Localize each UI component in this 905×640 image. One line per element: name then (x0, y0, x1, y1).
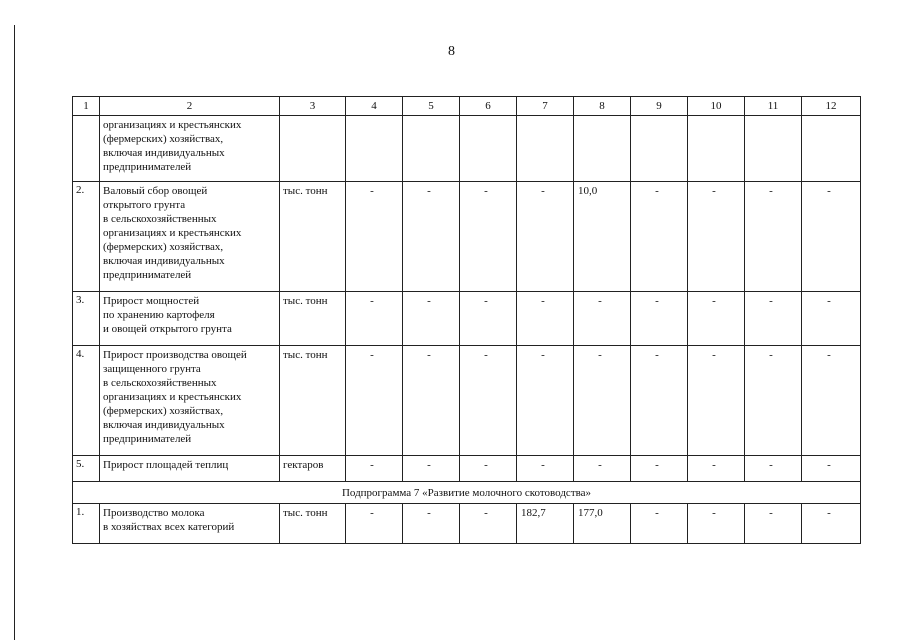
subprogram-row (73, 482, 861, 504)
header-cell: 8 (574, 97, 631, 116)
header-cell: 6 (460, 97, 517, 116)
header-cell: 7 (517, 97, 574, 116)
value-cell: - (403, 346, 460, 456)
value-cell: - (403, 456, 460, 482)
header-cell: 2 (100, 97, 280, 116)
indicator-name: Производство молока в хозяйствах всех категорий (100, 504, 280, 544)
value-cell: - (517, 456, 574, 482)
value-cell: - (802, 504, 861, 544)
value-cell: - (631, 346, 688, 456)
header-row (73, 97, 861, 116)
value-cell (403, 116, 460, 182)
table-row (73, 346, 861, 456)
value-cell: - (403, 182, 460, 292)
table-row (73, 116, 861, 182)
header-cell: 11 (745, 97, 802, 116)
value-cell (802, 116, 861, 182)
value-cell: - (460, 504, 517, 544)
value-cell (745, 116, 802, 182)
value-cell: - (517, 346, 574, 456)
value-cell: - (745, 456, 802, 482)
value-cell (574, 116, 631, 182)
unit-cell: гектаров (280, 456, 346, 482)
indicators-table (72, 96, 861, 544)
value-cell: - (346, 504, 403, 544)
header-cell: 3 (280, 97, 346, 116)
subprogram-title: Подпрограмма 7 «Развитие молочного скотоводства» (73, 482, 861, 504)
indicator-name: Прирост производства овощей защищенного грунта в сельскохозяйственных организациях и крестьянских (фермерских) хозяйствах, включая индивидуальных предпринимателей (100, 346, 280, 456)
value-cell: - (460, 346, 517, 456)
value-cell (631, 116, 688, 182)
value-cell: 10,0 (574, 182, 631, 292)
header-cell: 5 (403, 97, 460, 116)
header-cell: 4 (346, 97, 403, 116)
value-cell: - (745, 292, 802, 346)
subprogram-table-row (73, 504, 861, 544)
value-cell: - (460, 292, 517, 346)
value-cell: - (688, 182, 745, 292)
value-cell (346, 116, 403, 182)
value-cell: - (802, 456, 861, 482)
value-cell: - (460, 182, 517, 292)
value-cell: - (517, 292, 574, 346)
header-cell: 10 (688, 97, 745, 116)
table-row (73, 292, 861, 346)
value-cell: - (574, 292, 631, 346)
value-cell: - (802, 292, 861, 346)
unit-cell (280, 116, 346, 182)
row-number: 4. (73, 346, 100, 456)
value-cell: - (688, 346, 745, 456)
value-cell: - (631, 456, 688, 482)
value-cell: - (745, 182, 802, 292)
unit-cell: тыс. тонн (280, 346, 346, 456)
unit-cell: тыс. тонн (280, 292, 346, 346)
value-cell (688, 116, 745, 182)
table-row (73, 182, 861, 292)
row-number: 2. (73, 182, 100, 292)
page-number: 8 (448, 44, 455, 59)
value-cell: - (403, 292, 460, 346)
value-cell (460, 116, 517, 182)
value-cell: - (574, 456, 631, 482)
value-cell: - (802, 346, 861, 456)
value-cell: - (574, 346, 631, 456)
unit-cell: тыс. тонн (280, 504, 346, 544)
value-cell: - (346, 292, 403, 346)
value-cell: - (802, 182, 861, 292)
value-cell: - (403, 504, 460, 544)
indicator-name: Прирост мощностей по хранению картофеля и овощей открытого грунта (100, 292, 280, 346)
value-cell: - (346, 182, 403, 292)
value-cell: 177,0 (574, 504, 631, 544)
row-number: 1. (73, 504, 100, 544)
value-cell: - (745, 346, 802, 456)
indicator-name: организациях и крестьянских (фермерских) хозяйствах, включая индивидуальных предпринимателей (100, 116, 280, 182)
value-cell: - (631, 182, 688, 292)
header-cell: 1 (73, 97, 100, 116)
value-cell: - (631, 504, 688, 544)
value-cell: - (346, 346, 403, 456)
value-cell (517, 116, 574, 182)
value-cell: - (517, 182, 574, 292)
unit-cell: тыс. тонн (280, 182, 346, 292)
indicator-name: Валовый сбор овощей открытого грунта в сельскохозяйственных организациях и крестьянских (фермерских) хозяйствах, включая индивидуальных предпринимателей (100, 182, 280, 292)
row-number (73, 116, 100, 182)
indicator-name: Прирост площадей теплиц (100, 456, 280, 482)
value-cell: 182,7 (517, 504, 574, 544)
value-cell: - (460, 456, 517, 482)
value-cell: - (688, 504, 745, 544)
value-cell: - (631, 292, 688, 346)
row-number: 3. (73, 292, 100, 346)
row-number: 5. (73, 456, 100, 482)
header-cell: 12 (802, 97, 861, 116)
table-row (73, 456, 861, 482)
value-cell: - (688, 456, 745, 482)
value-cell: - (745, 504, 802, 544)
scan-edge-line (14, 25, 15, 640)
header-cell: 9 (631, 97, 688, 116)
value-cell: - (688, 292, 745, 346)
value-cell: - (346, 456, 403, 482)
